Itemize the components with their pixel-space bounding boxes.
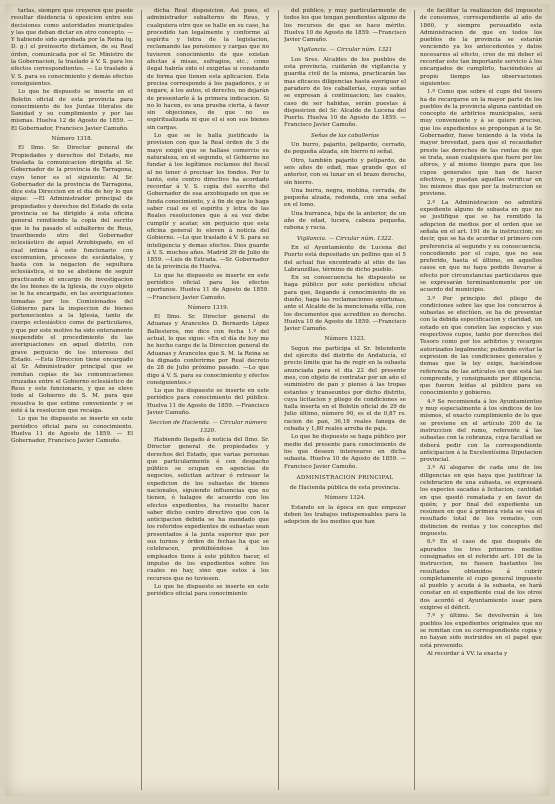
- section-heading: Vigilancia. — Circular núm. 1321: [297, 47, 393, 54]
- paragraph: del público, y muy particularmente de todos los que tengan pendientes alguno de los recursos de que se hace mérito. Huelva 10 de Agosto de 1859. —Francisco Javier Camuño.: [284, 8, 406, 44]
- paragraph: 6.º En el caso de que después de apurados los tres primeros medios consignados en el referido art. 191 de la instruccion, no fuesen bastantes los resultados obtenidos á cubrir completamente el cupo general impuesto al pueblo y acuda á la subasta, se hará constar en el expediente cual de los otros dos acordó el Ayuntamiento usar para exigirse el déficit.: [420, 539, 542, 612]
- column-4: [420, 8, 542, 792]
- paragraph: Otro, también pajarito y pelipardo, de seis años de edad, mas grande que el anterior, con su lunar en el brazo derecho, sin hierro.: [284, 157, 406, 186]
- paragraph: Lo que he dispuesto se inserte en este periódico para conocimiento del público. Huelva 11 de Agosto de 1859. —Francisco Javier Camuño.: [147, 388, 269, 417]
- paragraph: En el Ayuntamiento de Lucena del Puerto está depositado un pollino que el 5 del actual fue encontrado al sitio de las Labranzillas, término de dicho pueblo.: [284, 244, 406, 273]
- column-3: [284, 8, 406, 792]
- paragraph: El Ilmo. Sr. Director general de Propiedades y derechos del Estado, me traslada la comunicacion dirigida al Sr. Gobernador de la provincia de Tarragona, cuyo tenor es el siguiente: Al Sr. Gobernador de la provincia de Tarragona, dice esta Direccion en el dia de hoy lo que sigue: —El Administrador principal de propiedades y derechos del Estado de esta provincia se ha dirigido á esta oficina general remitiendo la copia del escrito que le ha pasado el subalterno de Reus, trasribiendo otro del Gobernador eclesiástico de aquel Arzobispado, en el cual intima á este funcionario con excomunion, procesos de escándalos, y hasta con la negacion de sepultura eclesiástica, si no se abstiene de seguir practicando el encargo de investigacion de los bienes de la Iglesia, de cuyo objeto se le ha encargado, en las averiguaciones tomadas por los Comisionados del Gobierno para la inspeccion de bienes pertenecientes a la Iglesia, tanto de cuerpo eclesiástico como de particulares, y que por este motivo ha sido enteramente suspendido el procedimiento de las averiguaciones en aquel distrito, con grave perjuicio de los intereses del Estado. —Esta Direccion tiene encargado al Sr. Administrador principal que se remitan copias de las comunicaciones cruzadas entre el Gobierno eclesiástico de Reus y este funcionario, y que se eleve todo al Gobierno de S. M. para que resuelva lo que estime conveniente y se esté á la resolucion que recaiga.: [11, 145, 133, 415]
- paragraph: tarlas, siempre que creyeren que puede resultar disidencia ú oposicion entre sus decisiones como autoridades municipales y las que deban dictar en otro concepto. — Y habiendo sido aprobada por la Reina (q. D. g.) el preinserto dictámen, de su Real órden, comunicada por el Sr. Ministro de la Gobernacion, la traslado á V. S. para los efectos correspondientes. — Lo traslado á V. S. para su conocimiento y demás efectos consiguientes.: [11, 8, 133, 87]
- paragraph: 3.º Por principio del pliego de condiciones sobre las que los concurros á subastas se efectúen, se ha de presentar con la debida especificacion y claridad, un estado en que consten las especies y sus respectivos cupos, tanto por derechos del Tesoro como por los arbitrios y recargos autorizados legalmente; pudiendo evitar la expresion de las condiciones generales y demas que la ley exige, haciéndose referencia de las artículos en que está las comprende, y consignando por diligencia, que fueron leídas al público para su conocimiento y gobierno.: [420, 295, 542, 397]
- newspaper-page: [5, 4, 550, 796]
- paragraph: 2.º La Administracion no admitirá expediente alguno de subasta en que no se justifique que se ha remitido la adopcion de medios por el orden que se señala en el art. 191 de la instruccion; es decir, que se ha de acordar el primero con preferencia al segundo y su consecuencia, concediendo por el cupo, que no sea preferido, hasta el último, en aquellos casos en que no haya podido llevarse á efecto por circunstancias particulares que se expresarán terminantemente por un acuerdo del municipio.: [420, 199, 542, 294]
- column-2: [147, 8, 269, 792]
- paragraph: Un burro, pajarito, pelipardo, cerrado, de pequeña alzada, sin hierro ni señal.: [284, 142, 406, 156]
- section-number: Número 1323.: [324, 336, 366, 343]
- column-rule: [141, 10, 142, 790]
- paragraph: dicha Real disposicion. Asi pues, el administrador subalterno de Reus, y cualquiera otro que se halle en su caso, ha procedido tan legalmente y conforme al espíritu y letra de la legislacion, reclamando las pensiones y cargas que no tuvieren conocimiento de que existan afectas á misas, sufragios, etc.; como ilegal habría sido el exigirlas si constando de forma que tienen esta aplicacion. Esta precisa correspondo á los pagadores, y si negare, á los autos, el derecho, no dejarán de presentarlo á la primera indicacion. Si no lo hacen, es una prueba cierta, á favor sin objeciones, de que no es espiritualizada ni que el sí son sus bienes sin cargas.: [147, 8, 269, 131]
- section-heading: Señas de las caballerías: [310, 132, 380, 139]
- section-number: Número 1324.: [324, 495, 366, 502]
- paragraph: 3.º Al alegarse de cada uno de los diligencias en que haya que justificar la celebracion de una subasta, se expresará los especies sacadas á licitacion, cantidad en que quedó rematada y en favor de quién; y por final del expediente un resúmen en que á primera vista se vea el resultado total de los remates, con distincion de rentas y los conceptos del impuesto.: [420, 465, 542, 538]
- paragraph: 1.º Como que sobre el cupo del tesoro ha de recargarse en la mayor parte de los pueblos de la provincia alguna cantidad en concepto de arbitrios municipales, será muy conveniente y á se quiere preciso, que los expedientes se propongan á la Sr. Gobernador, fuese teniendo á la vista la mayor brevedad, para que el recaudador preste las derechos de las rentas de que se trata, sean cualquiera que fuere por los aforos, y al mismo tiempo para que los cupos generales que han de hacer efectivos, y puedan aquellas verificar en los mismos dias que por la instruccion se previene.: [420, 89, 542, 198]
- paragraph: Lo que he dispuesto se haga público por medio del presente para conocimiento de los que deseen interesarse en dicha subasta. Huelva 10 de Agosto de 1859. —Francisco Javier Camuño.: [284, 434, 406, 470]
- column-rule: [414, 10, 415, 790]
- paragraph: Lo que se le halla justificado la provision con que la Real órden de 3 de mayo exigió que se hallase comercio su naturaleza, en el segundo, el Gobierno no fundar á los legítimos reclamos del fiscal al no tener ó precisar los fondos. Por lo tanto, este centro directivo ha acordado recordar á V. S. copia del escrito del Gobernador de esa arzobispado en que se funda conocimiento, y á fin de que lo haga saber cual es el espíritu y letra de las Reales resoluciones que á su vez debe cumplir y acatar, sin perjuicio que esta oficina general lo eleven á noticia del Gobierno. —Lo que traslado á V. S. para su inteligencia y demas efectos. Dios guarde á V. S. muchos años. Madrid 29 de Julio de 1859. —Luis de Estrada. —Sr. Gobernador de la provincia de Huelva.: [147, 133, 269, 271]
- paragraph: Lo que he dispuesto se inserte en este periódico oficial para su conocimiento. Huelva 11 de Agosto de 1859. — El Gobernador, Francisco Javier Camuño.: [11, 416, 133, 445]
- section-title: ADMINISTRACION PRINCIPAL: [296, 474, 394, 481]
- paragraph: de facilitar la realizacion del impuesto de consumos, correspondiente al año de 1860, y siempre persuadido esta Administracion de que en todos los pueblos de la provincia se estarán venciendo ya los antecedentes y datos necesarios al efecto, creo de mi deber el recordar este tan importante servicio á los encargados de cumplirlo, haciéndoles al propio tiempo las observaciones siguientes:: [420, 8, 542, 87]
- section-number: Número 1319.: [187, 304, 229, 311]
- paragraph: Estando en la época en que empezar deben los trabajos indispensables para la adopcion de los medios que han: [284, 504, 406, 526]
- paragraph: Una burranca, hija de la anterior, de un año de edad, lucera, cabeza pequeña, rabona y rucia.: [284, 210, 406, 232]
- paragraph: 4.º Se recomienda á los Ayuntamientos y muy especialmente á los síndicos de los mismos, el exacto cumplimiento de lo que se previene en el artículo 200 de la instruccion del ramo, referente á las subastas con la cobranza, cuya facultad se deberá pedir con la correspondiente anticipacion á la Excelentísima Diputacion provincial.: [420, 398, 542, 464]
- column-1: [11, 8, 133, 792]
- section-number: Número 1318.: [51, 136, 93, 143]
- column-rule: [278, 10, 279, 790]
- paragraph: El Ilmo. Sr. Director general de Aduanas y Aranceles D. Bernardo López Ballesteros, me dice con fecha 1.º del actual, lo que sigue: «En el día de hoy me he hecho cargo de la Direccion general de Aduanas y Aranceles que S. M. la Reina se ha dignado conferirme por Real decreto de 28 de Julio próximo pasado. —Lo que digo á V. S. para su conocimiento y efectos consiguientes.»: [147, 314, 269, 386]
- paragraph: Lo que he dispuesto se inserte en este periódico oficial para los efectos oportunos. Huelva 11 de Agosto de 1859. —Francisco Javier Camuño.: [147, 272, 269, 301]
- paragraph: Habiendo llegado á noticia del Ilmo. Sr. Director general de propiedades y derechos del Estado, que varias personas que particularmente ó con despacho público se ocupan en agencias de negocios, solicitan activar ó retrasar la expedicion de los subastas de bienes nacionales, siguiendo influencias que no tienen, ó halagos de acuerdo con los efectos expedientes, ha resuelto hacer saber dicho centro directivo que con la anticipacion debida se ha mandado que los referidos expedientes de subastas sean presentados á la junta superior que por sus turnos y órden de fechas ha que se celebracen, prohibiéndose á los empleados tiene á este público hacer, el impulso de los expedientes sobre los cuales no hay, sino que estos á los recursos que no tuviesen.: [147, 436, 269, 582]
- paragraph: Segun me participa el Sr. Intendente del ejército del distrito de Andalucía, el precio límite que ha de regir en la subasta anunciada para el dia 22 del presente mes, con objeto de contratar por un año el suministro de pan y pienso á las tropas estantes y transeuntes por dicho distrito, cuya licitacion y pliego de condiciones se halla inserta en el Boletin oficial de 29 de Julio último, número 90, es el de 0,87 rs. racion de pan, 36,18 reales fanega de cebada y 1,80 reales arroba de paja.: [284, 345, 406, 433]
- paragraph: 7.º y último. Se devolverán á los pueblos los expedientes originales que no se remitan con su correspondiente copia y no hayan sido instruidos en el papel que está prevenido.: [420, 613, 542, 649]
- paragraph: Los Sres. Alcaldes de los pueblos de esta provincia, cuidarán de vigilancia y guardia civil de la misma, practicarán las mas eficaces diligencias hasta averiguar el paradero de los caballerías, cuyas señas se expresan á continuacion; las cuales, caso de ser habidas, serán puestas á disposicion del Sr. Alcalde de Lucena del Puerto. Huelva 10 de Agosto de 1859. —Francisco Javier Camuño.: [284, 56, 406, 129]
- paragraph: En su consecuencia he dispuesto se haga público por este periódico oficial para que, llegando á conocimiento de su dueño, haga las reclamaciones oportunas, ante el Alcalde de la mencionada villa, con los documentos que acrediten su derecho. Huelva 10 de Agosto de 1859. —Francisco Javier Camuño.: [284, 275, 406, 333]
- paragraph: Una burra, negra, mohina, cerrada, de pequeña alzada, redonda, con una señal en el lomo.: [284, 187, 406, 209]
- paragraph: Lo que he dispuesto se inserte en este periódico oficial para conocimiento: [147, 583, 269, 598]
- section-heading: Vigilancia. — Circular núm. 1322.: [296, 235, 394, 242]
- section-number: de Hacienda pública de esta provincia.: [289, 485, 401, 492]
- section-heading: Seccion de Hacienda. — Circular número 1320.: [149, 420, 267, 434]
- paragraph: Lo que he dispuesto se inserte en el Boletin oficial de esta provincia para conocimiento de los Juntas literales de Sanidad y su cumplimiento y por las mismas. Huelva 12 de Agosto de 1859. — El Gobernador, Francisco Javier Camuño.: [11, 89, 133, 132]
- paragraph: Al recordar á VV. la exacta y: [427, 650, 508, 657]
